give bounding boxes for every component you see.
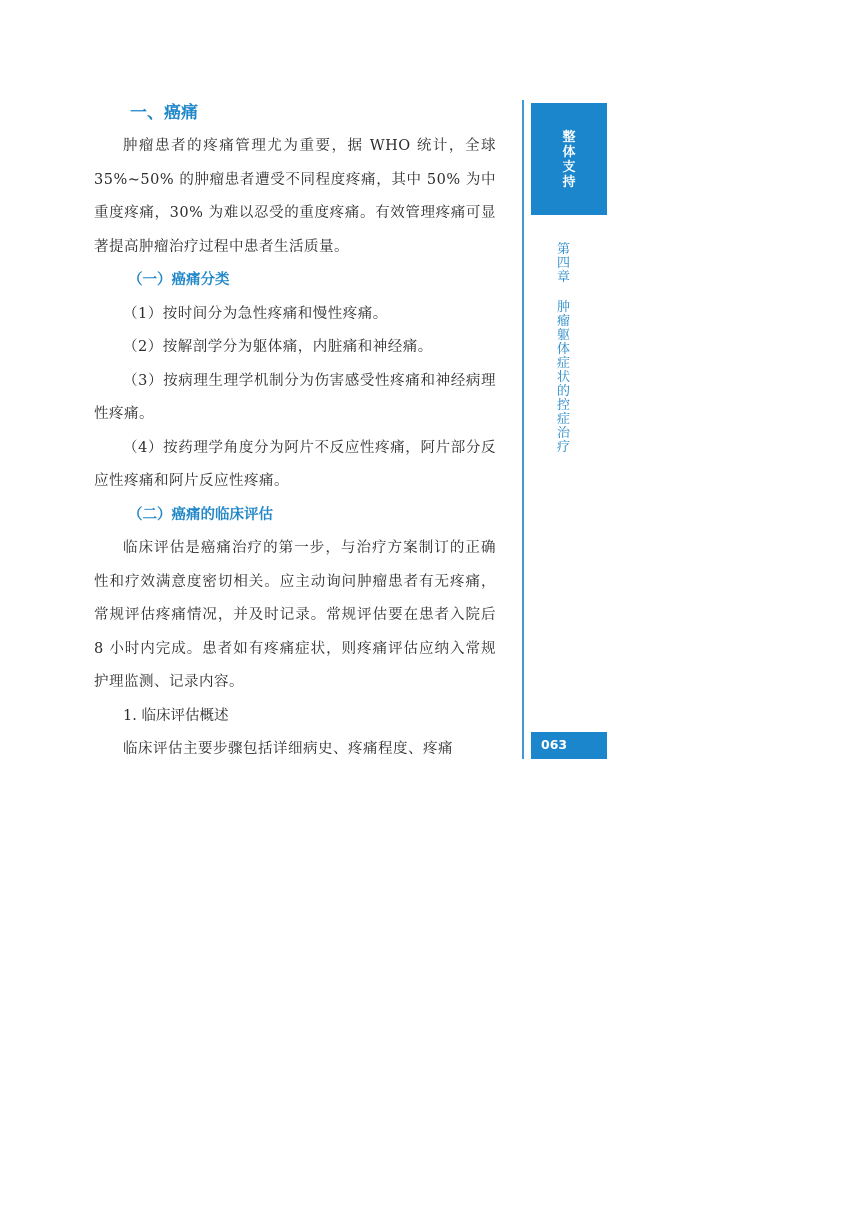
classification-item: （3）按病理生理学机制分为伤害感受性疼痛和神经病理性疼痛。 (94, 372, 496, 422)
assessment-overview-paragraph: 临床评估主要步骤包括详细病史、疼痛程度、疼痛 (123, 741, 453, 757)
chapter-label (556, 243, 571, 455)
subsection-heading-assessment: （二）癌痛的临床评估 (128, 506, 273, 523)
page-number-box (531, 732, 607, 759)
side-divider-line (522, 100, 524, 759)
subsection-heading-classification: （一）癌痛分类 (128, 272, 230, 288)
chapter-gap (556, 285, 571, 301)
classification-item: （2）按解剖学分为躯体痛，内脏痛和神经痛。 (123, 339, 433, 355)
chapter-number: 第四章 (556, 242, 570, 285)
assessment-overview-heading: 1. 临床评估概述 (123, 707, 229, 724)
intro-paragraph: 肿瘤患者的疼痛管理尤为重要，据 WHO 统计，全球 35%~50% 的肿瘤患者遭受不同程度疼痛，其中 50% 为中重度疼痛，30% 为难以忍受的重度疼痛。有效管理疼痛可显著提高肿瘤治疗过程中患者生活质量。 (94, 138, 496, 255)
classification-item: （4）按药理学角度分为阿片不反应性疼痛，阿片部分反应性疼痛和阿片反应性疼痛。 (94, 439, 496, 489)
chapter-title: 肿瘤躯体症状的控症治疗 (556, 300, 570, 455)
main-content (94, 100, 496, 767)
section-tab-label: 整体支持 (562, 130, 576, 190)
section-tab (531, 103, 607, 215)
page-number: 063 (541, 737, 568, 752)
classification-item: （1）按时间分为急性疼痛和慢性疼痛。 (123, 305, 388, 322)
assessment-paragraph: 临床评估是癌痛治疗的第一步，与治疗方案制订的正确性和疗效满意度密切相关。应主动询问肿瘤患者有无疼痛，常规评估疼痛情况，并及时记录。常规评估要在患者入院后 8 小时内完成。患者如有疼痛症状，则疼痛评估应纳入常规护理监测、记录内容。 (94, 540, 496, 690)
section-heading: 一、癌痛 (130, 103, 198, 123)
